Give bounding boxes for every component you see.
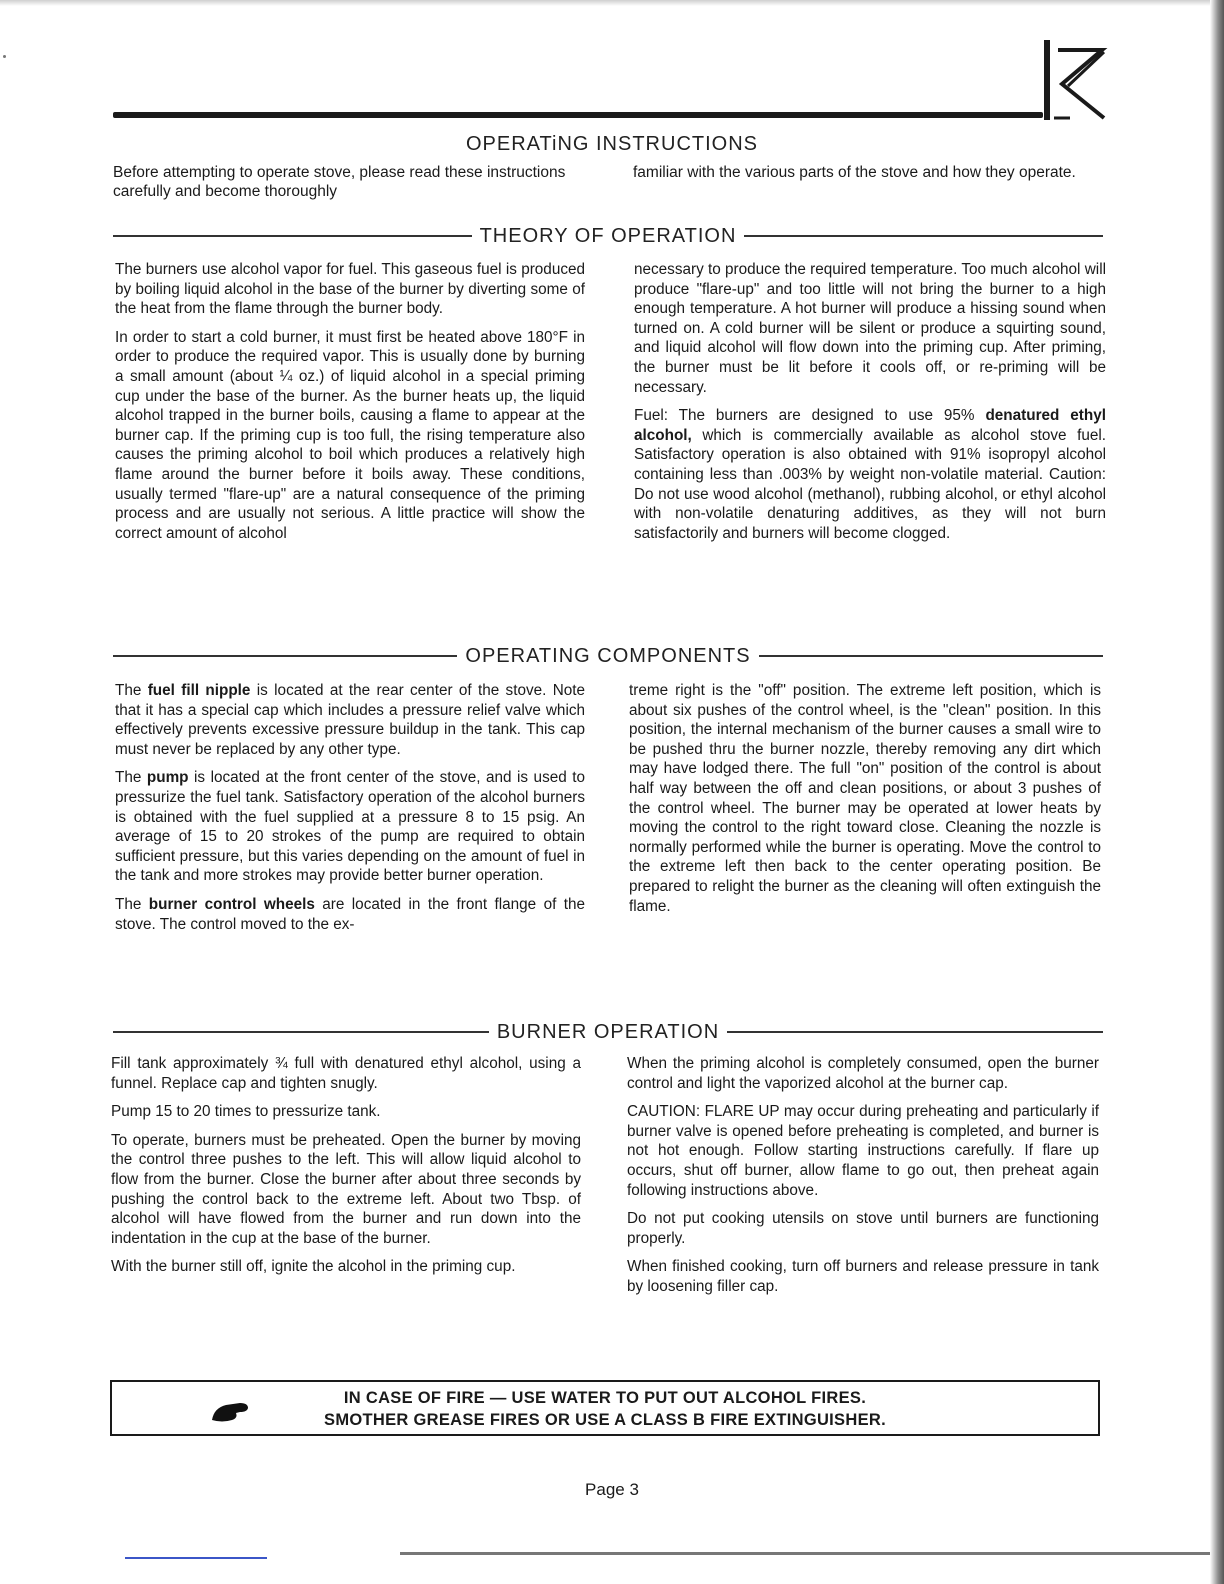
pump-bold: pump	[146, 769, 189, 787]
burner-left-column	[111, 1054, 581, 1286]
theory-left-column	[115, 260, 585, 552]
burner-heading	[113, 1019, 1103, 1045]
theory-paragraph: The burners use alcohol vapor for fuel. This gaseous fuel is produced by boiling liquid alcohol in the base of the burner by diverting some of the heat from the flame through the burner body.	[115, 261, 585, 318]
heading-rule-left	[113, 235, 472, 237]
page-title: OPERATiNG INSTRUCTIONS	[465, 133, 758, 155]
wheels-lead: The	[115, 895, 149, 913]
nipple-lead: The	[115, 682, 148, 699]
burner-paragraph: Fill tank approximately ¾ full with denatured ethyl alcohol, using a funnel. Replace cap and tighten snugly.	[111, 1055, 581, 1092]
pump-paragraph	[115, 768, 585, 886]
components-heading-label: OPERATING COMPONENTS	[465, 644, 751, 667]
intro-left: Before attempting to operate stove, please read these instructions carefully and become thoroughly	[113, 164, 566, 200]
heading-rule-right	[759, 655, 1103, 657]
burner-paragraph: Pump 15 to 20 times to pressurize tank.	[111, 1103, 381, 1121]
heading-rule-left	[113, 655, 457, 657]
page-number: Page 3	[585, 1480, 639, 1499]
scan-edge-right	[1210, 0, 1224, 1584]
burner-paragraph: When finished cooking, turn off burners and release pressure in tank by loosening filler cap.	[627, 1258, 1099, 1295]
heading-rule-right	[727, 1031, 1103, 1033]
theory-heading-label: THEORY OF OPERATION	[479, 224, 737, 247]
fuel-rest: which is commercially available as alcohol stove fuel. Satisfactory operation is also obtained with 91% isopropyl alcohol containing less than .003% by weight non-volatile material. Caution: Do not use wood alcohol (methanol), rubbing alcohol, or ethyl alcohol with non-volatile denaturing additives, as they will not burn satisfactorily and burners will become clogged.	[634, 426, 1106, 542]
fire-warning-box	[110, 1380, 1100, 1436]
components-heading	[113, 643, 1103, 669]
theory-paragraph: In order to start a cold burner, it must first be heated above 180°F in order to produce the required vapor. This is usually done by burning a small amount (about ¼ oz.) of liquid alcohol in a special priming cup under the base of the burner. As the burner heats up, the liquid alcohol trapped in the burner boils, causing a flame to appear at the burner cap. If the priming cup is too full, the rising temperature also causes the priming alcohol to boil which produces a relatively high flame around the burner before it boils away. These conditions, usually termed "flare-up" are a natural consequence of the priming process and are usually not serious. A little practice will show the correct amount of alcohol	[115, 328, 585, 542]
burner-right-column	[627, 1054, 1099, 1306]
nipple-rest: is located at the rear center of the stove. Note that it has a special cap which includes a pressure relief valve which effectively prevents excessive pressure buildup in the tank. This cap must never be replaced by any other type.	[115, 682, 586, 758]
components-left-column	[115, 681, 585, 943]
intro-right: familiar with the various parts of the stove and how they operate.	[633, 164, 1076, 181]
components-right-column	[629, 681, 1101, 925]
heading-rule-right	[744, 235, 1103, 237]
header-rule	[113, 112, 1043, 118]
heading-rule-left	[113, 1031, 489, 1033]
control-wheels-paragraph	[115, 895, 585, 934]
theory-heading	[113, 223, 1103, 249]
control-positions-paragraph: treme right is the "off" position. The extreme left position, which is about six pushes of the control wheel, is the "clean" position. In this position, the internal mechanism of the burner causes a small wire to be pushed thru the burner nozzle, thereby removing any dirt which may have lodged there. The full "on" position of the control is about half way between the off and clean positions, or about 3 pushes of the control wheel. The burner may be operated at lower heats by moving the control to the right toward close. Cleaning the nozzle is normally performed while the burner is operating. Move the control to the extreme left then back to the center operating position. Be prepared to relight the burner as the cleaning will often extinguish the flame.	[629, 682, 1101, 915]
theory-right-column	[634, 260, 1106, 552]
burner-paragraph: To operate, burners must be preheated. Open the burner by moving the control three pushes to the left. This will allow liquid alcohol to flow from the burner. Close the burner after about three seconds by pushing the control back to the extreme left. About two Tbsp. of alcohol will have flowed from the burner and run down into the indentation in the cup at the base of the burner.	[111, 1131, 581, 1247]
fill-nipple-paragraph	[115, 681, 585, 759]
caution-paragraph: CAUTION: FLARE UP may occur during preheating and particularly if burner valve is opened before preheating is completed, and burner is not hot enough. Follow starting instructions carefully. If flare up occurs, shut off burner, allow flame to go out, then preheat again following instructions above.	[627, 1103, 1099, 1199]
burner-paragraph: With the burner still off, ignite the alcohol in the priming cup.	[111, 1258, 516, 1276]
burner-heading-label: BURNER OPERATION	[496, 1020, 720, 1043]
scan-edge-top	[0, 0, 1224, 6]
fire-warning-line-1: IN CASE OF FIRE — USE WATER TO PUT OUT ALCOHOL FIRES.	[343, 1389, 867, 1407]
wheels-rest: are located in the front flange of the stove. The control moved to the ex-	[115, 895, 586, 933]
kz-logo-icon	[1040, 38, 1112, 122]
fuel-lead: Fuel: The burners are designed to use 95%	[634, 407, 986, 425]
theory-paragraph: necessary to produce the required temperature. Too much alcohol will produce "flare-up" and too little will not bring the burner to a high enough temperature. A hot burner will produce a hissing sound when turned on. A cold burner will be silent or produce a squirting sound, and liquid alcohol will flow down into the priming cup. After priming, the burner must be lit before it cools off, or re-priming will be necessary.	[634, 261, 1106, 396]
pump-rest: is located at the front center of the stove, and is used to pressurize the fuel tank. Satisfactory operation of the alcohol burners is obtained with the fuel supplied at a pressure 8 to 15 psig. An average of 15 to 20 strokes of the pump are required to obtain sufficient pressure, but this varies depending on the amount of fuel in the tank and more strokes may provide better burner operation.	[115, 769, 585, 885]
fire-warning-line-2: SMOTHER GREASE FIRES OR USE A CLASS B FIRE EXTINGUISHER.	[324, 1411, 886, 1429]
fuel-bold: denatured ethyl alcohol,	[634, 407, 1106, 444]
burner-paragraph: Do not put cooking utensils on stove until burners are functioning properly.	[627, 1210, 1099, 1247]
footer-link-line	[125, 1557, 267, 1559]
pump-lead: The	[115, 769, 147, 787]
footer-rule	[400, 1552, 1210, 1555]
scan-speck	[3, 55, 6, 58]
nipple-bold: fuel fill nipple	[147, 682, 251, 699]
burner-paragraph: When the priming alcohol is completely consumed, open the burner control and light the vaporized alcohol at the burner cap.	[627, 1055, 1099, 1092]
fuel-paragraph	[634, 406, 1106, 543]
wheels-bold: burner control wheels	[148, 895, 315, 913]
